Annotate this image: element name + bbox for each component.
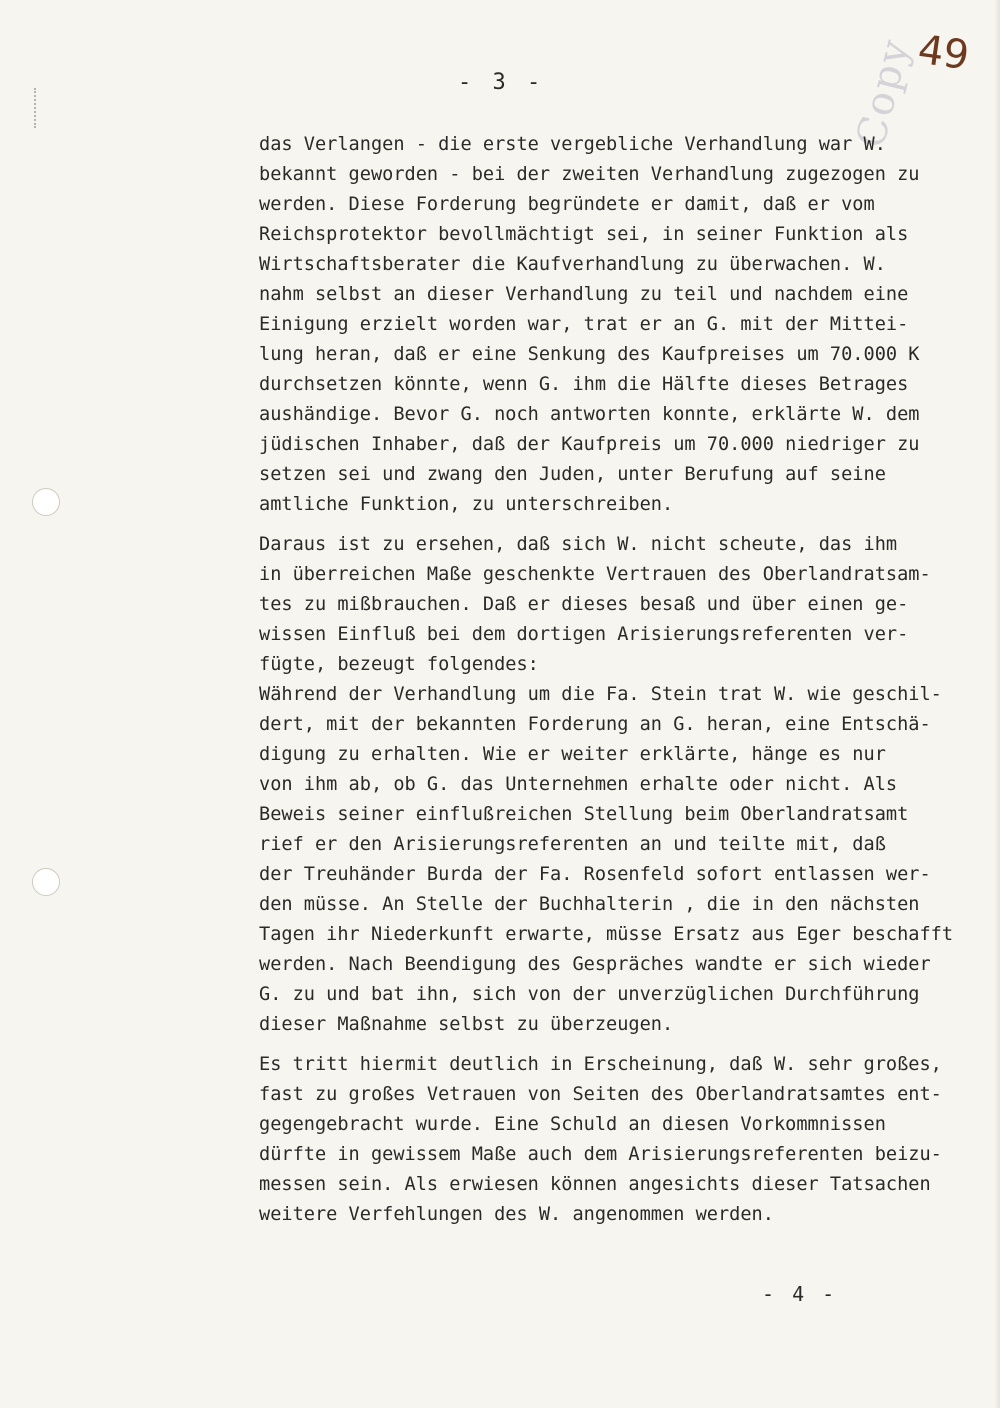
text-line: von ihm ab, ob G. das Unternehmen erhalte oder nicht. Als — [259, 774, 898, 795]
text-line: dieser Maßnahme selbst zu überzeugen. — [259, 1014, 674, 1035]
text-line: werden. Diese Forderung begründete er damit, daß er vom — [259, 194, 875, 215]
text-line: gegengebracht wurde. Eine Schuld an diesen Vorkommnissen — [259, 1114, 886, 1135]
text-line: der Treuhänder Burda der Fa. Rosenfeld sofort entlassen wer- — [259, 864, 931, 885]
text-line: Beweis seiner einflußreichen Stellung beim Oberlandratsamt — [259, 804, 909, 825]
page-edge-shadow — [994, 0, 1000, 1408]
handwritten-folio-number: 49 — [915, 26, 972, 80]
text-line: Während der Verhandlung um die Fa. Stein trat W. wie geschil- — [259, 684, 942, 705]
text-line: das Verlangen - die erste vergebliche Verhandlung war W. — [259, 134, 886, 155]
text-line: weitere Verfehlungen des W. angenommen werden. — [259, 1204, 774, 1225]
punch-hole-top — [32, 488, 60, 516]
text-line: Einigung erzielt worden war, trat er an G. mit der Mittei- — [259, 314, 909, 335]
text-line: bekannt geworden - bei der zweiten Verhandlung zugezogen zu — [259, 164, 920, 185]
faint-stamp: Copy — [847, 33, 920, 153]
text-line: lung heran, daß er eine Senkung des Kaufpreises um 70.000 K — [259, 344, 920, 365]
text-line: setzen sei und zwang den Juden, unter Berufung auf seine — [259, 464, 886, 485]
body-text — [259, 130, 989, 1230]
text-line: fast zu großes Vetrauen von Seiten des Oberlandratsamtes ent- — [259, 1084, 942, 1105]
text-line: aushändige. Bevor G. noch antworten konnte, erklärte W. dem — [259, 404, 920, 425]
punch-hole-bottom — [32, 868, 60, 896]
text-line: Tagen ihr Niederkunft erwarte, müsse Ersatz aus Eger beschafft — [259, 924, 954, 945]
text-line: dert, mit der bekannten Forderung an G. heran, eine Entschä- — [259, 714, 931, 735]
text-line: Es tritt hiermit deutlich in Erscheinung, daß W. sehr großes, — [259, 1054, 942, 1075]
text-line: G. zu und bat ihn, sich von der unverzüglichen Durchführung — [259, 984, 920, 1005]
text-line: Daraus ist zu ersehen, daß sich W. nicht scheute, das ihm — [259, 534, 898, 555]
text-line: werden. Nach Beendigung des Gespräches wandte er sich wieder — [259, 954, 931, 975]
text-line: messen sein. Als erwiesen können angesichts dieser Tatsachen — [259, 1174, 931, 1195]
text-line: nahm selbst an dieser Verhandlung zu teil und nachdem eine — [259, 284, 909, 305]
text-line: tes zu mißbrauchen. Daß er dieses besaß und über einen ge- — [259, 594, 909, 615]
text-line: in überreichen Maße geschenkte Vertrauen des Oberlandratsam- — [259, 564, 931, 585]
text-line: wissen Einfluß bei dem dortigen Arisierungsreferenten ver- — [259, 624, 909, 645]
continuation-page-marker: - 4 - — [762, 1282, 838, 1306]
text-line: Reichsprotektor bevollmächtigt sei, in seiner Funktion als — [259, 224, 909, 245]
text-line: Wirtschaftsberater die Kaufverhandlung zu überwachen. W. — [259, 254, 886, 275]
text-line: amtliche Funktion, zu unterschreiben. — [259, 494, 674, 515]
page-number: - 3 - — [458, 70, 545, 95]
text-line: rief er den Arisierungsreferenten an und teilte mit, daß — [259, 834, 886, 855]
text-line: dürfte in gewissem Maße auch dem Arisierungsreferenten beizu- — [259, 1144, 942, 1165]
margin-mark — [34, 88, 42, 128]
text-line: fügte, bezeugt folgendes: — [259, 654, 539, 675]
text-line: durchsetzen könnte, wenn G. ihm die Hälfte dieses Betrages — [259, 374, 909, 395]
text-line: jüdischen Inhaber, daß der Kaufpreis um 70.000 niedriger zu — [259, 434, 920, 455]
text-line: den müsse. An Stelle der Buchhalterin , die in den nächsten — [259, 894, 920, 915]
text-line: digung zu erhalten. Wie er weiter erklärte, hänge es nur — [259, 744, 886, 765]
